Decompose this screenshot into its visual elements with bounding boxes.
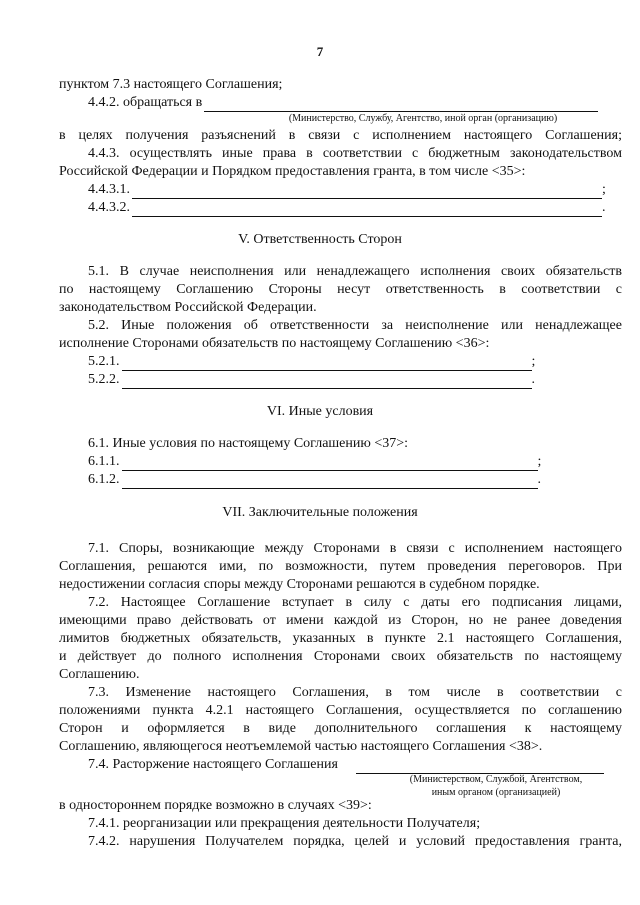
- text-line: Соглашению.: [59, 667, 140, 682]
- text-line: Соглашения, решаются ими, по возможности, путем проведения переговоров. При: [59, 559, 622, 574]
- text-line: 7.4. Расторжение настоящего Соглашения: [88, 757, 338, 772]
- footnote-caption: (Министерством, Службой, Агентством,: [409, 774, 583, 785]
- fill-line-4-4-3-1: [88, 181, 622, 199]
- blank-line: [132, 185, 602, 199]
- punctuation: ;: [602, 182, 606, 197]
- text-line: пунктом 7.3 настоящего Соглашения;: [59, 77, 283, 92]
- section-heading: V. Ответственность Сторон: [238, 232, 402, 247]
- punctuation: .: [531, 372, 535, 387]
- text-line: в целях получения разъяснений в связи с исполнением настоящего Соглашения;: [59, 128, 622, 143]
- blank-line: [122, 475, 538, 489]
- fill-line-7-4: [88, 756, 622, 774]
- fill-line-4-4-3-2: [88, 199, 622, 217]
- fill-line-4-4-2: [88, 94, 622, 112]
- punctuation: ;: [537, 454, 542, 469]
- punctuation: .: [602, 200, 606, 215]
- text-line: в одностороннем порядке возможно в случаях <39>:: [59, 798, 372, 813]
- blank-line: [122, 375, 532, 389]
- text-line: Сторон и оформляется в виде дополнительного соглашения к настоящему: [59, 721, 622, 736]
- text-line: 7.1. Споры, возникающие между Сторонами в связи с исполнением настоящего: [88, 541, 622, 556]
- fill-line-6-1-2: [88, 471, 622, 489]
- text-line: 7.4.2. нарушения Получателем порядка, целей и условий предоставления гранта,: [88, 834, 622, 849]
- footnote-caption: иным органом (организацией): [431, 787, 561, 798]
- text-line: по настоящему Соглашению Стороны несут ответственность в соответствии с: [59, 282, 622, 297]
- punctuation: ;: [531, 354, 536, 369]
- text-line: Соглашению, являющегося неотъемлемой частью настоящего Соглашения <38>.: [59, 739, 543, 754]
- footnote-caption: (Министерство, Службу, Агентство, иной орган (организацию): [288, 113, 558, 124]
- text-line: 7.2. Настоящее Соглашение вступает в силу с даты его подписания лицами,: [88, 595, 622, 610]
- text-line: и действует до полного исполнения Сторонами своих обязательств по настоящему: [59, 649, 622, 664]
- text-line: 7.3. Изменение настоящего Соглашения, в том числе в соответствии с: [88, 685, 622, 700]
- text-line: 6.1.1.: [88, 454, 120, 469]
- text-line: 4.4.3.2.: [88, 200, 130, 215]
- text-line: недостижении согласия споры между Сторонами решаются в судебном порядке.: [59, 577, 540, 592]
- text-line: 5.1. В случае неисполнения или ненадлежащего исполнения своих обязательств: [88, 264, 622, 279]
- blank-line: [122, 357, 532, 371]
- fill-line-6-1-1: [88, 453, 622, 471]
- text-line: 6.1. Иные условия по настоящему Соглашению <37>:: [88, 436, 409, 451]
- blank-line: [132, 203, 602, 217]
- page-number: 7: [316, 44, 324, 59]
- text-line: 7.4.1. реорганизации или прекращения деятельности Получателя;: [88, 816, 481, 831]
- text-line: 4.4.2. обращаться в: [88, 95, 203, 110]
- blank-line: [356, 760, 604, 774]
- text-line: 4.4.3.1.: [88, 182, 130, 197]
- text-line: 5.2.2.: [88, 372, 120, 387]
- text-line: положениями пункта 4.2.1 настоящего Соглашения, осуществляется по соглашению: [59, 703, 622, 718]
- fill-line-5-2-1: [88, 353, 622, 371]
- section-heading: VII. Заключительные положения: [222, 505, 418, 520]
- text-line: исполнение Сторонами обязательств по настоящему Соглашению <36>:: [59, 336, 490, 351]
- text-line: Российской Федерации и Порядком предоставления гранта, в том числе <35>:: [59, 164, 526, 179]
- text-line: имеющими право действовать от имени каждой из Сторон, но не ранее доведения: [59, 613, 622, 628]
- blank-line: [204, 98, 598, 112]
- fill-line-5-2-2: [88, 371, 622, 389]
- blank-line: [122, 457, 538, 471]
- section-heading: VI. Иные условия: [266, 404, 374, 419]
- text-line: 5.2. Иные положения об ответственности за неисполнение или ненадлежащее: [88, 318, 622, 333]
- text-line: 5.2.1.: [88, 354, 120, 369]
- text-line: законодательством Российской Федерации.: [59, 300, 317, 315]
- text-line: лимитов бюджетных обязательств, указанных в пункте 2.1 настоящего Соглашения,: [59, 631, 622, 646]
- text-line: 4.4.3. осуществлять иные права в соответствии с бюджетным законодательством: [88, 146, 622, 161]
- punctuation: .: [537, 472, 541, 487]
- text-line: 6.1.2.: [88, 472, 120, 487]
